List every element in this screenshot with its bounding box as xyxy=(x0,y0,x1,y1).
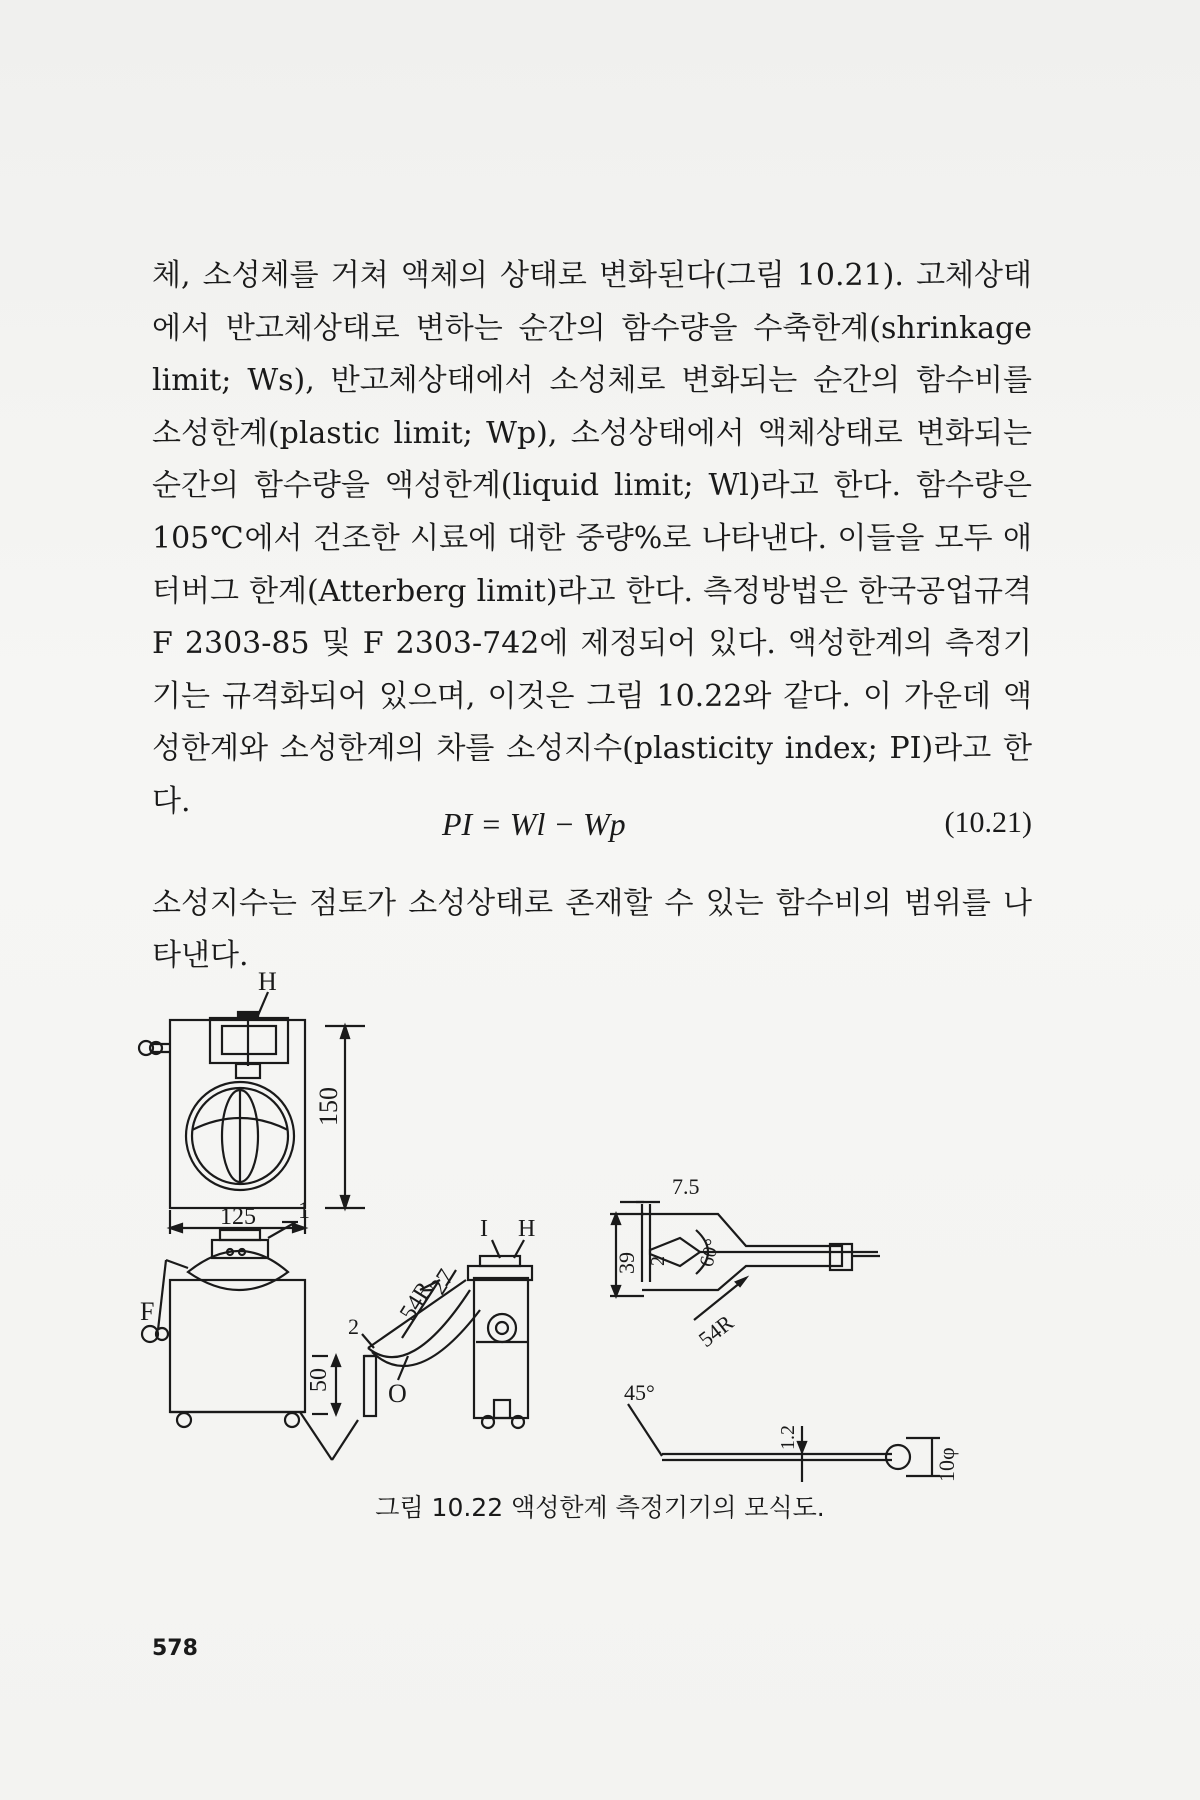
label-dim-150: 150 xyxy=(314,1087,343,1126)
label-dim-1-2: 1.2 xyxy=(777,1425,799,1450)
label-dim-7-5: 7.5 xyxy=(672,1174,700,1199)
label-dim-54r: 54R xyxy=(395,1277,439,1326)
label-o: O xyxy=(388,1379,407,1408)
label-i: I xyxy=(480,1216,488,1242)
label-dim-125: 125 xyxy=(220,1204,256,1230)
figure-liquid-limit-apparatus xyxy=(140,967,1060,1482)
page-number: 578 xyxy=(152,1636,198,1661)
label-dim-45: 45° xyxy=(624,1380,655,1405)
label-f: F xyxy=(140,1297,155,1326)
label-dim-39: 39 xyxy=(614,1252,639,1274)
label-dim-2: 2 xyxy=(647,1256,669,1266)
grooving-tool-view xyxy=(610,1202,940,1482)
equation-block xyxy=(152,800,1032,848)
apparatus-diagram xyxy=(140,967,1060,1482)
label-2: 2 xyxy=(348,1314,359,1339)
side-view xyxy=(142,1222,358,1460)
body-paragraph-2 xyxy=(152,878,1032,982)
label-1: 1 xyxy=(298,1198,310,1224)
equation-number: (10.21) xyxy=(944,806,1032,839)
paragraph-text: 소성지수는 점토가 소성상태로 존재할 수 있는 함수비의 범위를 나타낸다. xyxy=(152,886,1032,973)
body-paragraph-1 xyxy=(152,250,1032,829)
label-dim-60: 60° xyxy=(695,1236,725,1270)
figure-caption: 그림 10.22 액성한계 측정기기의 모식도. xyxy=(375,1493,825,1522)
paragraph-text: 체, 소성체를 거쳐 액체의 상태로 변화된다(그림 10.21). 고체상태에서 반고체상태로 변하는 순간의 함수량을 수축한계(shrinkage limit; Ws), 반고체상태에서 소성체로 변화되는 순간의 함수비를 소성한계(plastic limit; Wp), 소성상태에서 액체상태로 변화되는 순간의 함수량을 액성한계(liquid limit; Wl)라고 한다. 함수량은 105℃에서 건조한 시료에 대한 중량%로 나타낸다. 이들을 모두 애터버그 한계(Atterberg limit)라고 한다. 측정방법은 한국공업규격F 2303-85 및 F 2303-742에 제정되어 있다. 액성한계의 측정기기는 규격화되어 있으며, 이것은 그림 10.22와 같다. 이 가운데 액성한계와 소성한계의 차를 소성지수(plasticity index; PI)라고 한다. xyxy=(152,258,1032,819)
label-dim-27: 27 xyxy=(425,1265,460,1300)
label-h-top: H xyxy=(258,967,277,996)
label-dim-10phi: 10φ xyxy=(934,1447,959,1482)
label-h: H xyxy=(518,1216,536,1242)
equation: PI = Wl − Wp xyxy=(442,806,626,842)
label-dim-54r-tool: 54R xyxy=(693,1309,738,1352)
label-dim-50: 50 xyxy=(306,1368,332,1392)
